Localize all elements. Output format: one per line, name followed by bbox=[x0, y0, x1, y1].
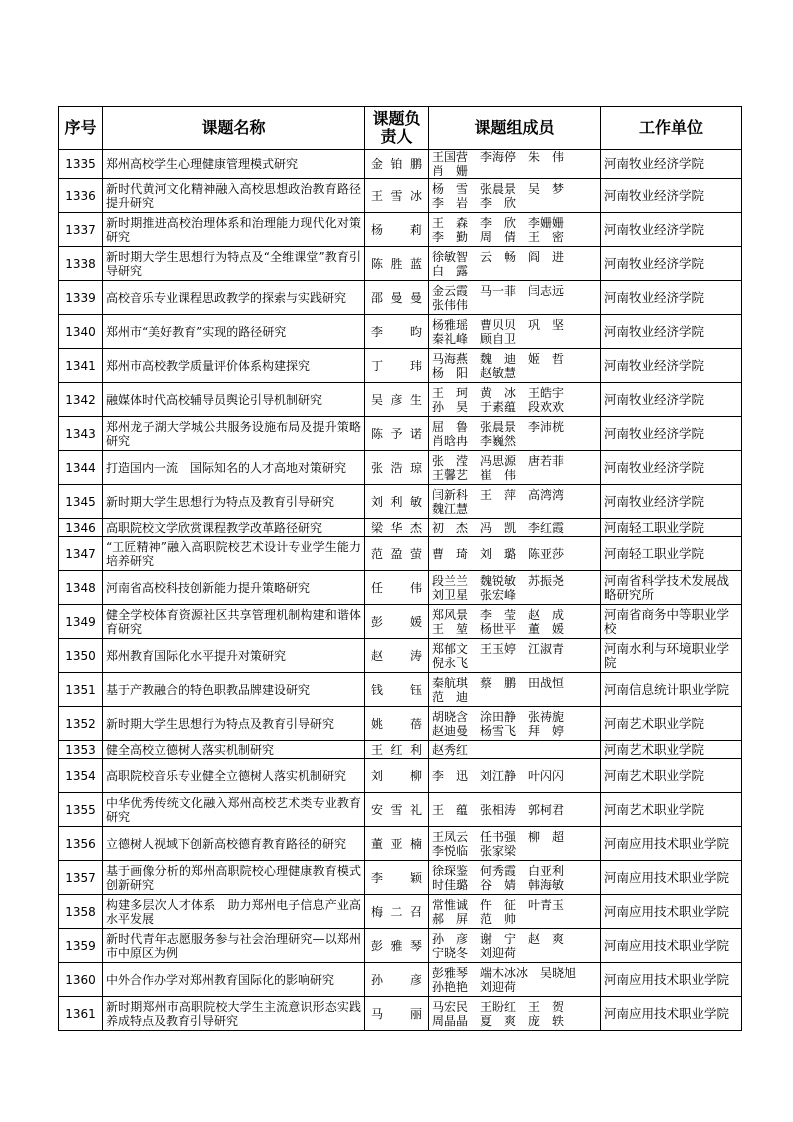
project-title: 郑州教育国际化水平提升对策研究 bbox=[103, 639, 365, 673]
work-unit: 河南牧业经济学院 bbox=[601, 179, 742, 213]
project-leader: 吴彦生 bbox=[365, 383, 429, 417]
row-number: 1348 bbox=[59, 571, 103, 605]
project-leader: 范盈萤 bbox=[365, 537, 429, 571]
work-unit: 河南牧业经济学院 bbox=[601, 349, 742, 383]
table-row bbox=[59, 929, 742, 963]
project-members bbox=[429, 929, 601, 963]
member-line: 胡晓含 涂田静 张祷旎 bbox=[432, 709, 565, 724]
member-line: 赵秀红 bbox=[432, 742, 469, 757]
project-members bbox=[429, 417, 601, 451]
project-members bbox=[429, 150, 601, 179]
project-leader: 梅二召 bbox=[365, 895, 429, 929]
project-leader: 赵 涛 bbox=[365, 639, 429, 673]
table-row bbox=[59, 417, 742, 451]
work-unit: 河南艺术职业学院 bbox=[601, 707, 742, 741]
work-unit: 河南牧业经济学院 bbox=[601, 417, 742, 451]
project-leader: 刘 柳 bbox=[365, 759, 429, 793]
member-line: 张 滢 冯思源 唐若菲 bbox=[432, 453, 565, 468]
row-number: 1351 bbox=[59, 673, 103, 707]
project-leader: 安雪礼 bbox=[365, 793, 429, 827]
member-line: 刘卫星 张宏峰 bbox=[432, 587, 517, 602]
member-line: 赵迪曼 杨雪飞 拜 婷 bbox=[432, 723, 565, 738]
member-line: 杨雅瑶 曹贝贝 巩 坚 bbox=[432, 317, 565, 332]
member-line: 杨 阳 赵敏慧 bbox=[432, 365, 517, 380]
member-line: 孙 昊 于素蕴 段欢欢 bbox=[432, 399, 565, 414]
project-members bbox=[429, 741, 601, 759]
table-body bbox=[59, 150, 742, 1031]
work-unit: 河南牧业经济学院 bbox=[601, 315, 742, 349]
table-row bbox=[59, 315, 742, 349]
work-unit: 河南牧业经济学院 bbox=[601, 213, 742, 247]
member-line: 金云霞 马一菲 闫志远 bbox=[432, 283, 565, 298]
project-members bbox=[429, 759, 601, 793]
work-unit: 河南牧业经济学院 bbox=[601, 150, 742, 179]
project-members bbox=[429, 451, 601, 485]
member-line: 彭雅琴 端木冰冰 吴晓旭 bbox=[432, 965, 577, 980]
project-members bbox=[429, 571, 601, 605]
table-row bbox=[59, 349, 742, 383]
work-unit: 河南应用技术职业学院 bbox=[601, 929, 742, 963]
table-row bbox=[59, 895, 742, 929]
project-leader: 李 颖 bbox=[365, 861, 429, 895]
table-row bbox=[59, 759, 742, 793]
member-line: 李 岩 李 欣 bbox=[432, 195, 517, 210]
project-members bbox=[429, 895, 601, 929]
work-unit: 河南应用技术职业学院 bbox=[601, 861, 742, 895]
row-number: 1345 bbox=[59, 485, 103, 519]
project-leader: 杨 莉 bbox=[365, 213, 429, 247]
work-unit: 河南艺术职业学院 bbox=[601, 741, 742, 759]
member-line: 徐琛鉴 何秀霞 白亚利 bbox=[432, 863, 565, 878]
project-title: 新时代黄河文化精神融入高校思想政治教育路径提升研究 bbox=[103, 179, 365, 213]
table-row bbox=[59, 605, 742, 639]
project-title: 高职院校音乐专业健全立德树人落实机制研究 bbox=[103, 759, 365, 793]
member-line: 宁晓冬 刘迎荷 bbox=[432, 945, 517, 960]
member-line: 屈 鲁 张晨景 李沛桄 bbox=[432, 419, 565, 434]
row-number: 1360 bbox=[59, 963, 103, 997]
project-title: 郑州龙子湖大学城公共服务设施布局及提升策略研究 bbox=[103, 417, 365, 451]
project-members bbox=[429, 639, 601, 673]
row-number: 1340 bbox=[59, 315, 103, 349]
member-line: 王馨艺 崔 伟 bbox=[432, 467, 517, 482]
project-members bbox=[429, 247, 601, 281]
member-line: 李悦临 张家梁 bbox=[432, 843, 517, 858]
row-number: 1344 bbox=[59, 451, 103, 485]
work-unit: 河南艺术职业学院 bbox=[601, 759, 742, 793]
header-seq: 序号 bbox=[59, 107, 103, 150]
work-unit: 河南牧业经济学院 bbox=[601, 451, 742, 485]
project-title: 打造国内一流 国际知名的人才高地对策研究 bbox=[103, 451, 365, 485]
project-leader: 王雪冰 bbox=[365, 179, 429, 213]
project-members bbox=[429, 315, 601, 349]
table-row bbox=[59, 707, 742, 741]
table-row bbox=[59, 451, 742, 485]
project-leader: 金铂鹏 bbox=[365, 150, 429, 179]
project-leader: 张浩琼 bbox=[365, 451, 429, 485]
table-row bbox=[59, 247, 742, 281]
header-members: 课题组成员 bbox=[429, 107, 601, 150]
member-line: 倪永飞 bbox=[432, 655, 469, 670]
row-number: 1335 bbox=[59, 150, 103, 179]
project-members bbox=[429, 827, 601, 861]
work-unit: 河南牧业经济学院 bbox=[601, 383, 742, 417]
project-title: 中华优秀传统文化融入郑州高校艺术类专业教育研究 bbox=[103, 793, 365, 827]
project-leader: 邵曼曼 bbox=[365, 281, 429, 315]
work-unit: 河南省科学技术发展战略研究所 bbox=[601, 571, 742, 605]
work-unit: 河南牧业经济学院 bbox=[601, 485, 742, 519]
row-number: 1353 bbox=[59, 741, 103, 759]
member-line: 肖 姗 bbox=[432, 164, 469, 178]
table-row bbox=[59, 571, 742, 605]
header-unit: 工作单位 bbox=[601, 107, 742, 150]
work-unit: 河南牧业经济学院 bbox=[601, 281, 742, 315]
project-members bbox=[429, 281, 601, 315]
member-line: 肖晗冉 李巍然 bbox=[432, 433, 517, 448]
member-line: 孙艳艳 刘迎荷 bbox=[432, 979, 517, 994]
table-row bbox=[59, 741, 742, 759]
project-title: 立德树人视域下创新高校德育教育路径的研究 bbox=[103, 827, 365, 861]
table-row bbox=[59, 827, 742, 861]
table-row bbox=[59, 793, 742, 827]
row-number: 1338 bbox=[59, 247, 103, 281]
member-line: 李 勤 周 倩 王 密 bbox=[432, 229, 565, 244]
project-leader: 孙 彦 bbox=[365, 963, 429, 997]
member-line: 郑风景 李 莹 赵 成 bbox=[432, 607, 565, 622]
table-row bbox=[59, 519, 742, 537]
row-number: 1336 bbox=[59, 179, 103, 213]
member-line: 张伟伟 bbox=[432, 297, 469, 312]
table-row bbox=[59, 963, 742, 997]
table-header-row bbox=[59, 107, 742, 150]
row-number: 1343 bbox=[59, 417, 103, 451]
member-line: 秦航琪 蔡 鹏 田战恒 bbox=[432, 675, 565, 690]
table-row bbox=[59, 383, 742, 417]
member-line: 孙 彦 谢 宁 赵 爽 bbox=[432, 931, 565, 946]
project-title: 高校音乐专业课程思政教学的探索与实践研究 bbox=[103, 281, 365, 315]
member-line: 李 迅 刘江静 叶闪闪 bbox=[432, 768, 565, 783]
project-title: 新时期大学生思想行为特点及教育引导研究 bbox=[103, 707, 365, 741]
member-line: 马宏民 王盼红 王 贺 bbox=[432, 999, 565, 1014]
project-leader: 梁华杰 bbox=[365, 519, 429, 537]
table-row bbox=[59, 537, 742, 571]
project-members bbox=[429, 537, 601, 571]
project-leader: 陈胜蓝 bbox=[365, 247, 429, 281]
project-leader: 丁 玮 bbox=[365, 349, 429, 383]
member-line: 王 森 李 欣 李姗姗 bbox=[432, 215, 565, 230]
project-title: 高职院校文学欣赏课程教学改革路径研究 bbox=[103, 519, 365, 537]
project-title: 河南省高校科技创新能力提升策略研究 bbox=[103, 571, 365, 605]
project-members bbox=[429, 793, 601, 827]
member-line: 曹 琦 刘 璐 陈亚莎 bbox=[432, 546, 565, 561]
member-line: 范 迪 bbox=[432, 689, 469, 704]
project-title: 郑州市高校教学质量评价体系构建探究 bbox=[103, 349, 365, 383]
project-members bbox=[429, 519, 601, 537]
member-line: 魏江慧 bbox=[432, 501, 469, 516]
work-unit: 河南应用技术职业学院 bbox=[601, 997, 742, 1031]
work-unit: 河南应用技术职业学院 bbox=[601, 895, 742, 929]
project-leader: 马 丽 bbox=[365, 997, 429, 1031]
row-number: 1342 bbox=[59, 383, 103, 417]
project-title: 新时代青年志愿服务参与社会治理研究—以郑州市中原区为例 bbox=[103, 929, 365, 963]
work-unit: 河南轻工职业学院 bbox=[601, 537, 742, 571]
member-line: 王国营 李海停 朱 伟 bbox=[432, 150, 565, 164]
project-title: 基于产教融合的特色职教品牌建设研究 bbox=[103, 673, 365, 707]
work-unit: 河南牧业经济学院 bbox=[601, 247, 742, 281]
project-leader: 陈予诺 bbox=[365, 417, 429, 451]
project-members bbox=[429, 963, 601, 997]
row-number: 1350 bbox=[59, 639, 103, 673]
row-number: 1352 bbox=[59, 707, 103, 741]
project-title: 新时期大学生思想行为特点及“全维课堂”教育引导研究 bbox=[103, 247, 365, 281]
member-line: 郑郁文 王玉婷 江淑青 bbox=[432, 641, 565, 656]
member-line: 王 珂 黄 冰 王皓宇 bbox=[432, 385, 565, 400]
work-unit: 河南信息统计职业学院 bbox=[601, 673, 742, 707]
member-line: 常惟诚 仵 征 叶青玉 bbox=[432, 897, 565, 912]
table-row bbox=[59, 150, 742, 179]
project-members bbox=[429, 485, 601, 519]
row-number: 1355 bbox=[59, 793, 103, 827]
member-line: 秦礼峰 顾自卫 bbox=[432, 331, 517, 346]
project-members bbox=[429, 997, 601, 1031]
project-members bbox=[429, 605, 601, 639]
project-title: 中外合作办学对郑州教育国际化的影响研究 bbox=[103, 963, 365, 997]
project-title: 新时期郑州市高职院校大学生主流意识形态实践养成特点及教育引导研究 bbox=[103, 997, 365, 1031]
member-line: 时佳璐 谷 婧 韩海敏 bbox=[432, 877, 565, 892]
row-number: 1341 bbox=[59, 349, 103, 383]
project-leader: 彭 媛 bbox=[365, 605, 429, 639]
member-line: 闫新科 王 萍 高湾湾 bbox=[432, 487, 565, 502]
project-members bbox=[429, 349, 601, 383]
member-line: 初 杰 冯 凯 李红霞 bbox=[432, 520, 565, 535]
project-title: “工匠精神”融入高职院校艺术设计专业学生能力培养研究 bbox=[103, 537, 365, 571]
table-row bbox=[59, 673, 742, 707]
work-unit: 河南应用技术职业学院 bbox=[601, 827, 742, 861]
project-members bbox=[429, 213, 601, 247]
header-leader: 课题负责人 bbox=[365, 107, 429, 150]
project-title: 郑州高校学生心理健康管理模式研究 bbox=[103, 150, 365, 179]
header-title: 课题名称 bbox=[103, 107, 365, 150]
table-row bbox=[59, 485, 742, 519]
table-row bbox=[59, 861, 742, 895]
row-number: 1337 bbox=[59, 213, 103, 247]
work-unit: 河南艺术职业学院 bbox=[601, 793, 742, 827]
member-line: 王 堃 杨世平 董 媛 bbox=[432, 621, 565, 636]
project-leader: 刘利敏 bbox=[365, 485, 429, 519]
row-number: 1347 bbox=[59, 537, 103, 571]
work-unit: 河南省商务中等职业学校 bbox=[601, 605, 742, 639]
member-line: 王 蕴 张相涛 郭柯君 bbox=[432, 802, 565, 817]
row-number: 1346 bbox=[59, 519, 103, 537]
member-line: 白 露 bbox=[432, 263, 469, 278]
project-members bbox=[429, 861, 601, 895]
row-number: 1356 bbox=[59, 827, 103, 861]
project-title: 融媒体时代高校辅导员舆论引导机制研究 bbox=[103, 383, 365, 417]
work-unit: 河南水利与环境职业学院 bbox=[601, 639, 742, 673]
member-line: 徐敏智 云 畅 阎 进 bbox=[432, 249, 565, 264]
project-leader: 姚 蓓 bbox=[365, 707, 429, 741]
project-leader: 李 昀 bbox=[365, 315, 429, 349]
row-number: 1359 bbox=[59, 929, 103, 963]
project-members bbox=[429, 707, 601, 741]
member-line: 马海燕 魏 迪 姬 哲 bbox=[432, 351, 565, 366]
project-title: 郑州市“美好教育”实现的路径研究 bbox=[103, 315, 365, 349]
project-leader: 王红利 bbox=[365, 741, 429, 759]
project-table bbox=[58, 106, 742, 1031]
project-leader: 任 伟 bbox=[365, 571, 429, 605]
member-line: 王凤云 任书强 柳 超 bbox=[432, 829, 565, 844]
work-unit: 河南轻工职业学院 bbox=[601, 519, 742, 537]
row-number: 1349 bbox=[59, 605, 103, 639]
project-leader: 钱 钰 bbox=[365, 673, 429, 707]
row-number: 1358 bbox=[59, 895, 103, 929]
project-title: 基于画像分析的郑州高职院校心理健康教育模式创新研究 bbox=[103, 861, 365, 895]
member-line: 周晶晶 夏 爽 庞 轶 bbox=[432, 1013, 565, 1028]
row-number: 1354 bbox=[59, 759, 103, 793]
project-title: 新时期大学生思想行为特点及教育引导研究 bbox=[103, 485, 365, 519]
table-row bbox=[59, 997, 742, 1031]
project-leader: 董亚楠 bbox=[365, 827, 429, 861]
project-leader: 彭雅琴 bbox=[365, 929, 429, 963]
member-line: 段兰兰 魏锐敏 苏振尧 bbox=[432, 573, 565, 588]
project-title: 健全高校立德树人落实机制研究 bbox=[103, 741, 365, 759]
project-title: 健全学校体育资源社区共享管理机制构建和谐体育研究 bbox=[103, 605, 365, 639]
project-members bbox=[429, 383, 601, 417]
project-members bbox=[429, 673, 601, 707]
table-row bbox=[59, 281, 742, 315]
member-line: 郝 屏 范 帅 bbox=[432, 911, 517, 926]
project-title: 构建多层次人才体系 助力郑州电子信息产业高水平发展 bbox=[103, 895, 365, 929]
project-members bbox=[429, 179, 601, 213]
row-number: 1357 bbox=[59, 861, 103, 895]
table-row bbox=[59, 179, 742, 213]
table-row bbox=[59, 213, 742, 247]
table-row bbox=[59, 639, 742, 673]
project-title: 新时期推进高校治理体系和治理能力现代化对策研究 bbox=[103, 213, 365, 247]
work-unit: 河南应用技术职业学院 bbox=[601, 963, 742, 997]
row-number: 1361 bbox=[59, 997, 103, 1031]
member-line: 杨 雪 张晨景 吴 梦 bbox=[432, 181, 565, 196]
row-number: 1339 bbox=[59, 281, 103, 315]
